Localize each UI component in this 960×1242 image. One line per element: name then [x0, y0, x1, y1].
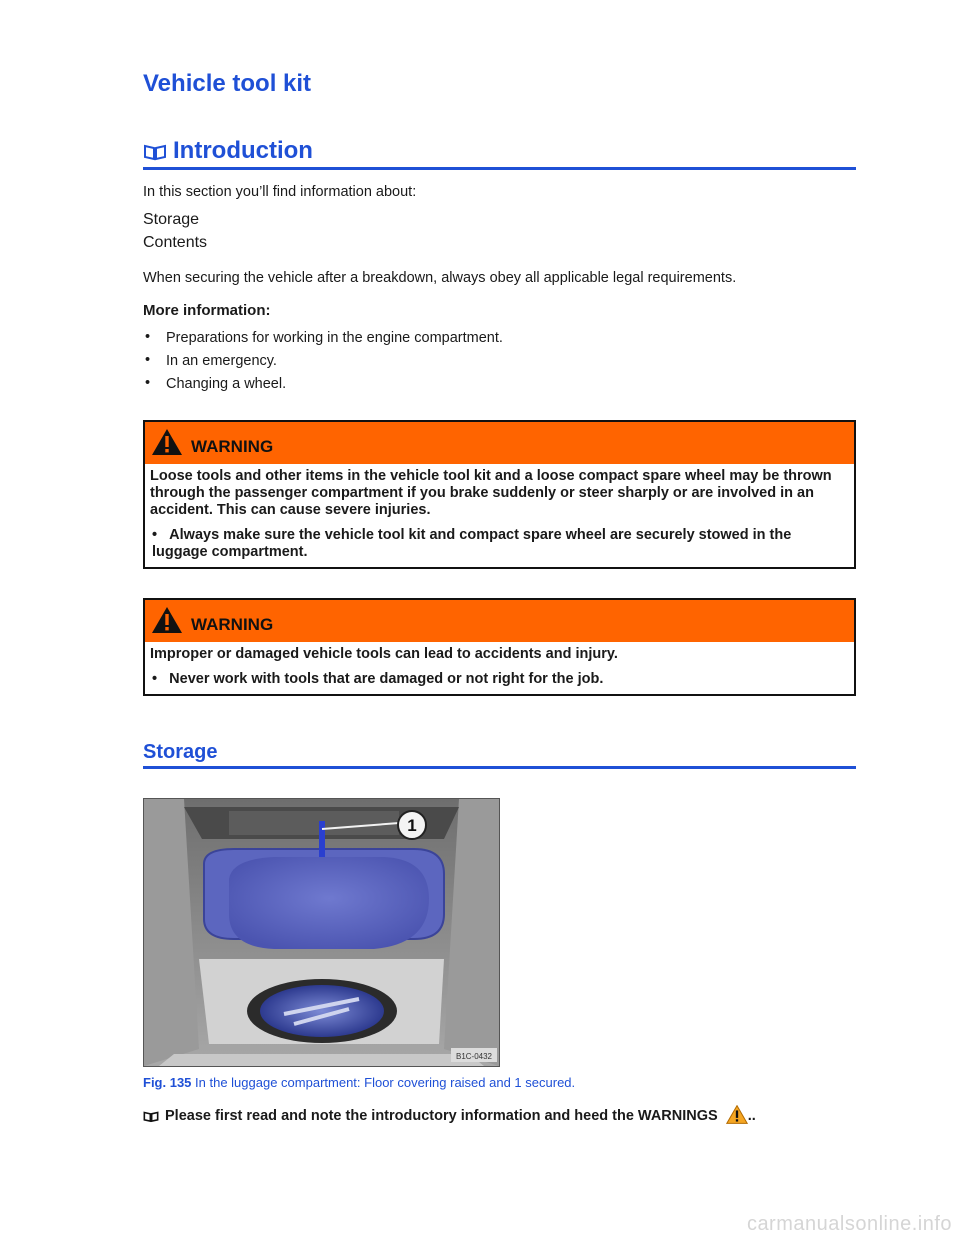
page-title: Vehicle tool kit — [143, 70, 312, 97]
figure-code: B1C-0432 — [455, 1052, 493, 1061]
warning-triangle-icon — [151, 606, 183, 634]
more-info-item[interactable]: • Preparations for working in the engine compartment. — [143, 330, 503, 353]
topic-link-contents[interactable]: Contents — [143, 234, 208, 251]
warning-label: WARNING — [191, 615, 274, 634]
more-info-list — [143, 330, 503, 399]
warning-text: Loose tools and other items in the vehicle tool kit and a loose compact spare wheel may be thrown through the passenger compartment if you brake suddenly or steer sharply or are involved in an accident. This can cause severe injuries. — [150, 468, 832, 518]
warning-label: WARNING — [191, 437, 274, 456]
luggage-compartment-illustration — [144, 799, 499, 1066]
warning-triangle-icon — [726, 1105, 748, 1124]
read-first-note — [143, 1105, 756, 1124]
more-info-heading: More information: — [143, 302, 271, 319]
figure-caption-text: In the luggage compartment: Floor covering raised and 1 secured. — [191, 1075, 576, 1090]
legal-note: When securing the vehicle after a breakdown, always obey all applicable legal requirements. — [143, 270, 737, 286]
figure-caption-label: Fig. 135 — [143, 1075, 192, 1090]
section-heading-storage: Storage — [143, 741, 856, 769]
read-first-note-text: Please first read and note the introductory information and heed the WARNINGS — [165, 1108, 718, 1124]
figure-caption — [143, 1075, 575, 1090]
warning-body — [145, 464, 854, 567]
warning-header — [145, 600, 854, 642]
warning-triangle-icon — [151, 428, 183, 456]
warning-box-damaged-tools — [143, 598, 856, 696]
more-info-item[interactable]: • Changing a wheel. — [143, 376, 503, 399]
section-heading-introduction — [143, 137, 856, 170]
warning-instruction-text: Always make sure the vehicle tool kit and compact spare wheel are securely stowed in the luggage compartment. — [152, 527, 792, 560]
more-info-item[interactable]: • In an emergency. — [143, 353, 503, 376]
warning-text: Improper or damaged vehicle tools can lead to accidents and injury. — [150, 646, 618, 662]
intro-lead: In this section you’ll find information about: — [143, 184, 417, 200]
site-watermark: carmanualsonline.info — [746, 1213, 952, 1235]
topic-list — [143, 208, 207, 254]
luggage-compartment-figure — [143, 798, 500, 1067]
warning-box-loose-tools — [143, 420, 856, 569]
warning-instruction: • Never work with tools that are damaged or not right for the job. — [152, 671, 604, 687]
book-icon — [143, 143, 167, 161]
warning-header — [145, 422, 854, 464]
topic-link-storage[interactable]: Storage — [143, 211, 200, 228]
section-heading-text: Introduction — [173, 137, 313, 164]
warning-instruction: • Always make sure the vehicle tool kit and compact spare wheel are securely stowed in the luggage compartment. — [152, 527, 792, 560]
figure-callout-number: 1 — [407, 816, 417, 835]
book-icon — [143, 1110, 159, 1123]
warning-body — [145, 642, 854, 694]
read-first-note-suffix: .. — [747, 1108, 756, 1124]
warning-instruction-text: Never work with tools that are damaged or not right for the job. — [169, 671, 604, 687]
